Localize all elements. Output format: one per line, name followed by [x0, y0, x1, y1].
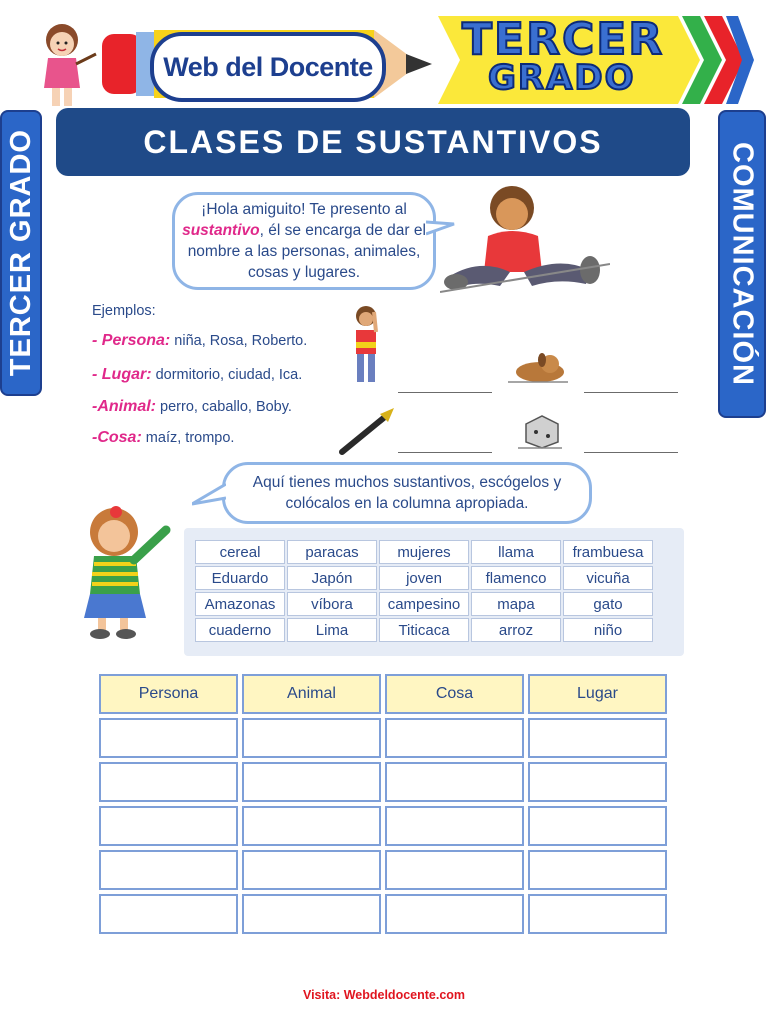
table-row — [195, 540, 653, 564]
answer-cell[interactable] — [99, 894, 238, 934]
answer-cell[interactable] — [528, 806, 667, 846]
answer-cell[interactable] — [242, 806, 381, 846]
table-row — [99, 762, 667, 802]
example-value: niña, Rosa, Roberto. — [170, 333, 308, 349]
answer-cell[interactable] — [99, 850, 238, 890]
column-header-cosa: Cosa — [385, 674, 524, 714]
example-animal — [92, 398, 292, 416]
dog-icon — [508, 350, 568, 384]
table-row — [99, 894, 667, 934]
word-cell: llama — [471, 540, 561, 564]
word-cell: Titicaca — [379, 618, 469, 642]
word-cell: vicuña — [563, 566, 653, 590]
intro-speech-bubble — [172, 192, 436, 290]
boy-standing-icon — [344, 302, 388, 390]
table-row — [99, 806, 667, 846]
example-key: -Cosa: — [92, 429, 142, 446]
sitting-child-illustration-icon — [440, 180, 610, 300]
intro-text-start: ¡Hola amiguito! Te presento al — [201, 201, 407, 218]
answer-cell[interactable] — [99, 806, 238, 846]
intro-text-end: , él se encarga de dar el nombre a las personas, animales, cosas y lugares. — [187, 222, 426, 281]
answer-cell[interactable] — [242, 718, 381, 758]
example-value: maíz, trompo. — [141, 430, 235, 446]
instruction-text: Aquí tienes muchos sustantivos, escógelos y colócalos en la columna apropiada. — [252, 474, 562, 512]
table-row — [195, 618, 653, 642]
examples-heading: Ejemplos: — [92, 303, 156, 319]
word-cell: joven — [379, 566, 469, 590]
table-row — [195, 592, 653, 616]
answer-cell[interactable] — [528, 762, 667, 802]
word-cell: Lima — [287, 618, 377, 642]
answer-cell[interactable] — [99, 718, 238, 758]
side-tab-subject — [718, 110, 766, 418]
word-cell: campesino — [379, 592, 469, 616]
answer-cell[interactable] — [528, 850, 667, 890]
answer-cell[interactable] — [528, 894, 667, 934]
corn-icon — [336, 406, 398, 456]
answer-cell[interactable] — [385, 894, 524, 934]
bubble-tail-icon — [192, 482, 226, 508]
example-cosa — [92, 429, 234, 447]
answer-cell[interactable] — [385, 806, 524, 846]
word-bank-table — [193, 538, 655, 644]
answer-cell[interactable] — [242, 894, 381, 934]
word-cell: niño — [563, 618, 653, 642]
example-key: - Persona: — [92, 332, 171, 349]
table-row — [99, 850, 667, 890]
brand-logo: Web del Docente — [150, 32, 386, 102]
word-cell: frambuesa — [563, 540, 653, 564]
word-cell: cuaderno — [195, 618, 285, 642]
word-cell: mujeres — [379, 540, 469, 564]
spinning-top-icon — [518, 410, 562, 450]
table-row — [195, 566, 653, 590]
word-cell: gato — [563, 592, 653, 616]
answer-cell[interactable] — [528, 718, 667, 758]
word-cell: víbora — [287, 592, 377, 616]
answer-table — [95, 670, 671, 938]
example-key: - Lugar: — [92, 366, 152, 383]
example-persona — [92, 332, 307, 350]
example-value: dormitorio, ciudad, Ica. — [151, 367, 303, 383]
blank-line — [584, 392, 678, 393]
column-header-animal: Animal — [242, 674, 381, 714]
answer-cell[interactable] — [242, 762, 381, 802]
intro-text — [175, 199, 433, 283]
column-header-persona: Persona — [99, 674, 238, 714]
grade-title-line1: TERCER — [462, 14, 665, 65]
column-header-lugar: Lugar — [528, 674, 667, 714]
answer-cell[interactable] — [99, 762, 238, 802]
keyword-sustantivo: sustantivo — [182, 222, 260, 239]
footer-website-link[interactable]: Visita: Webdeldocente.com — [302, 988, 466, 1002]
grade-title-line2: GRADO — [488, 58, 636, 98]
side-tab-grade — [0, 110, 42, 396]
side-tab-subject-label: COMUNICACIÓN — [726, 142, 759, 386]
word-cell: Japón — [287, 566, 377, 590]
side-tab-grade-label: TERCER GRADO — [4, 129, 37, 377]
answer-cell[interactable] — [385, 850, 524, 890]
answer-cell[interactable] — [242, 850, 381, 890]
example-lugar — [92, 366, 302, 384]
answer-cell[interactable] — [385, 718, 524, 758]
blank-line — [398, 452, 492, 453]
example-value: perro, caballo, Boby. — [156, 399, 292, 415]
page-title: CLASES DE SUSTANTIVOS — [56, 108, 690, 176]
word-cell: mapa — [471, 592, 561, 616]
table-row — [99, 718, 667, 758]
word-cell: flamenco — [471, 566, 561, 590]
word-cell: cereal — [195, 540, 285, 564]
girl-pointing-illustration-icon — [74, 502, 174, 642]
word-cell: Amazonas — [195, 592, 285, 616]
word-cell: arroz — [471, 618, 561, 642]
instruction-speech-bubble — [222, 462, 592, 524]
word-cell: paracas — [287, 540, 377, 564]
blank-line — [398, 392, 492, 393]
word-cell: Eduardo — [195, 566, 285, 590]
table-header-row — [99, 674, 667, 714]
teacher-logo-icon — [22, 18, 102, 110]
example-key: -Animal: — [92, 398, 156, 415]
answer-cell[interactable] — [385, 762, 524, 802]
blank-line — [584, 452, 678, 453]
